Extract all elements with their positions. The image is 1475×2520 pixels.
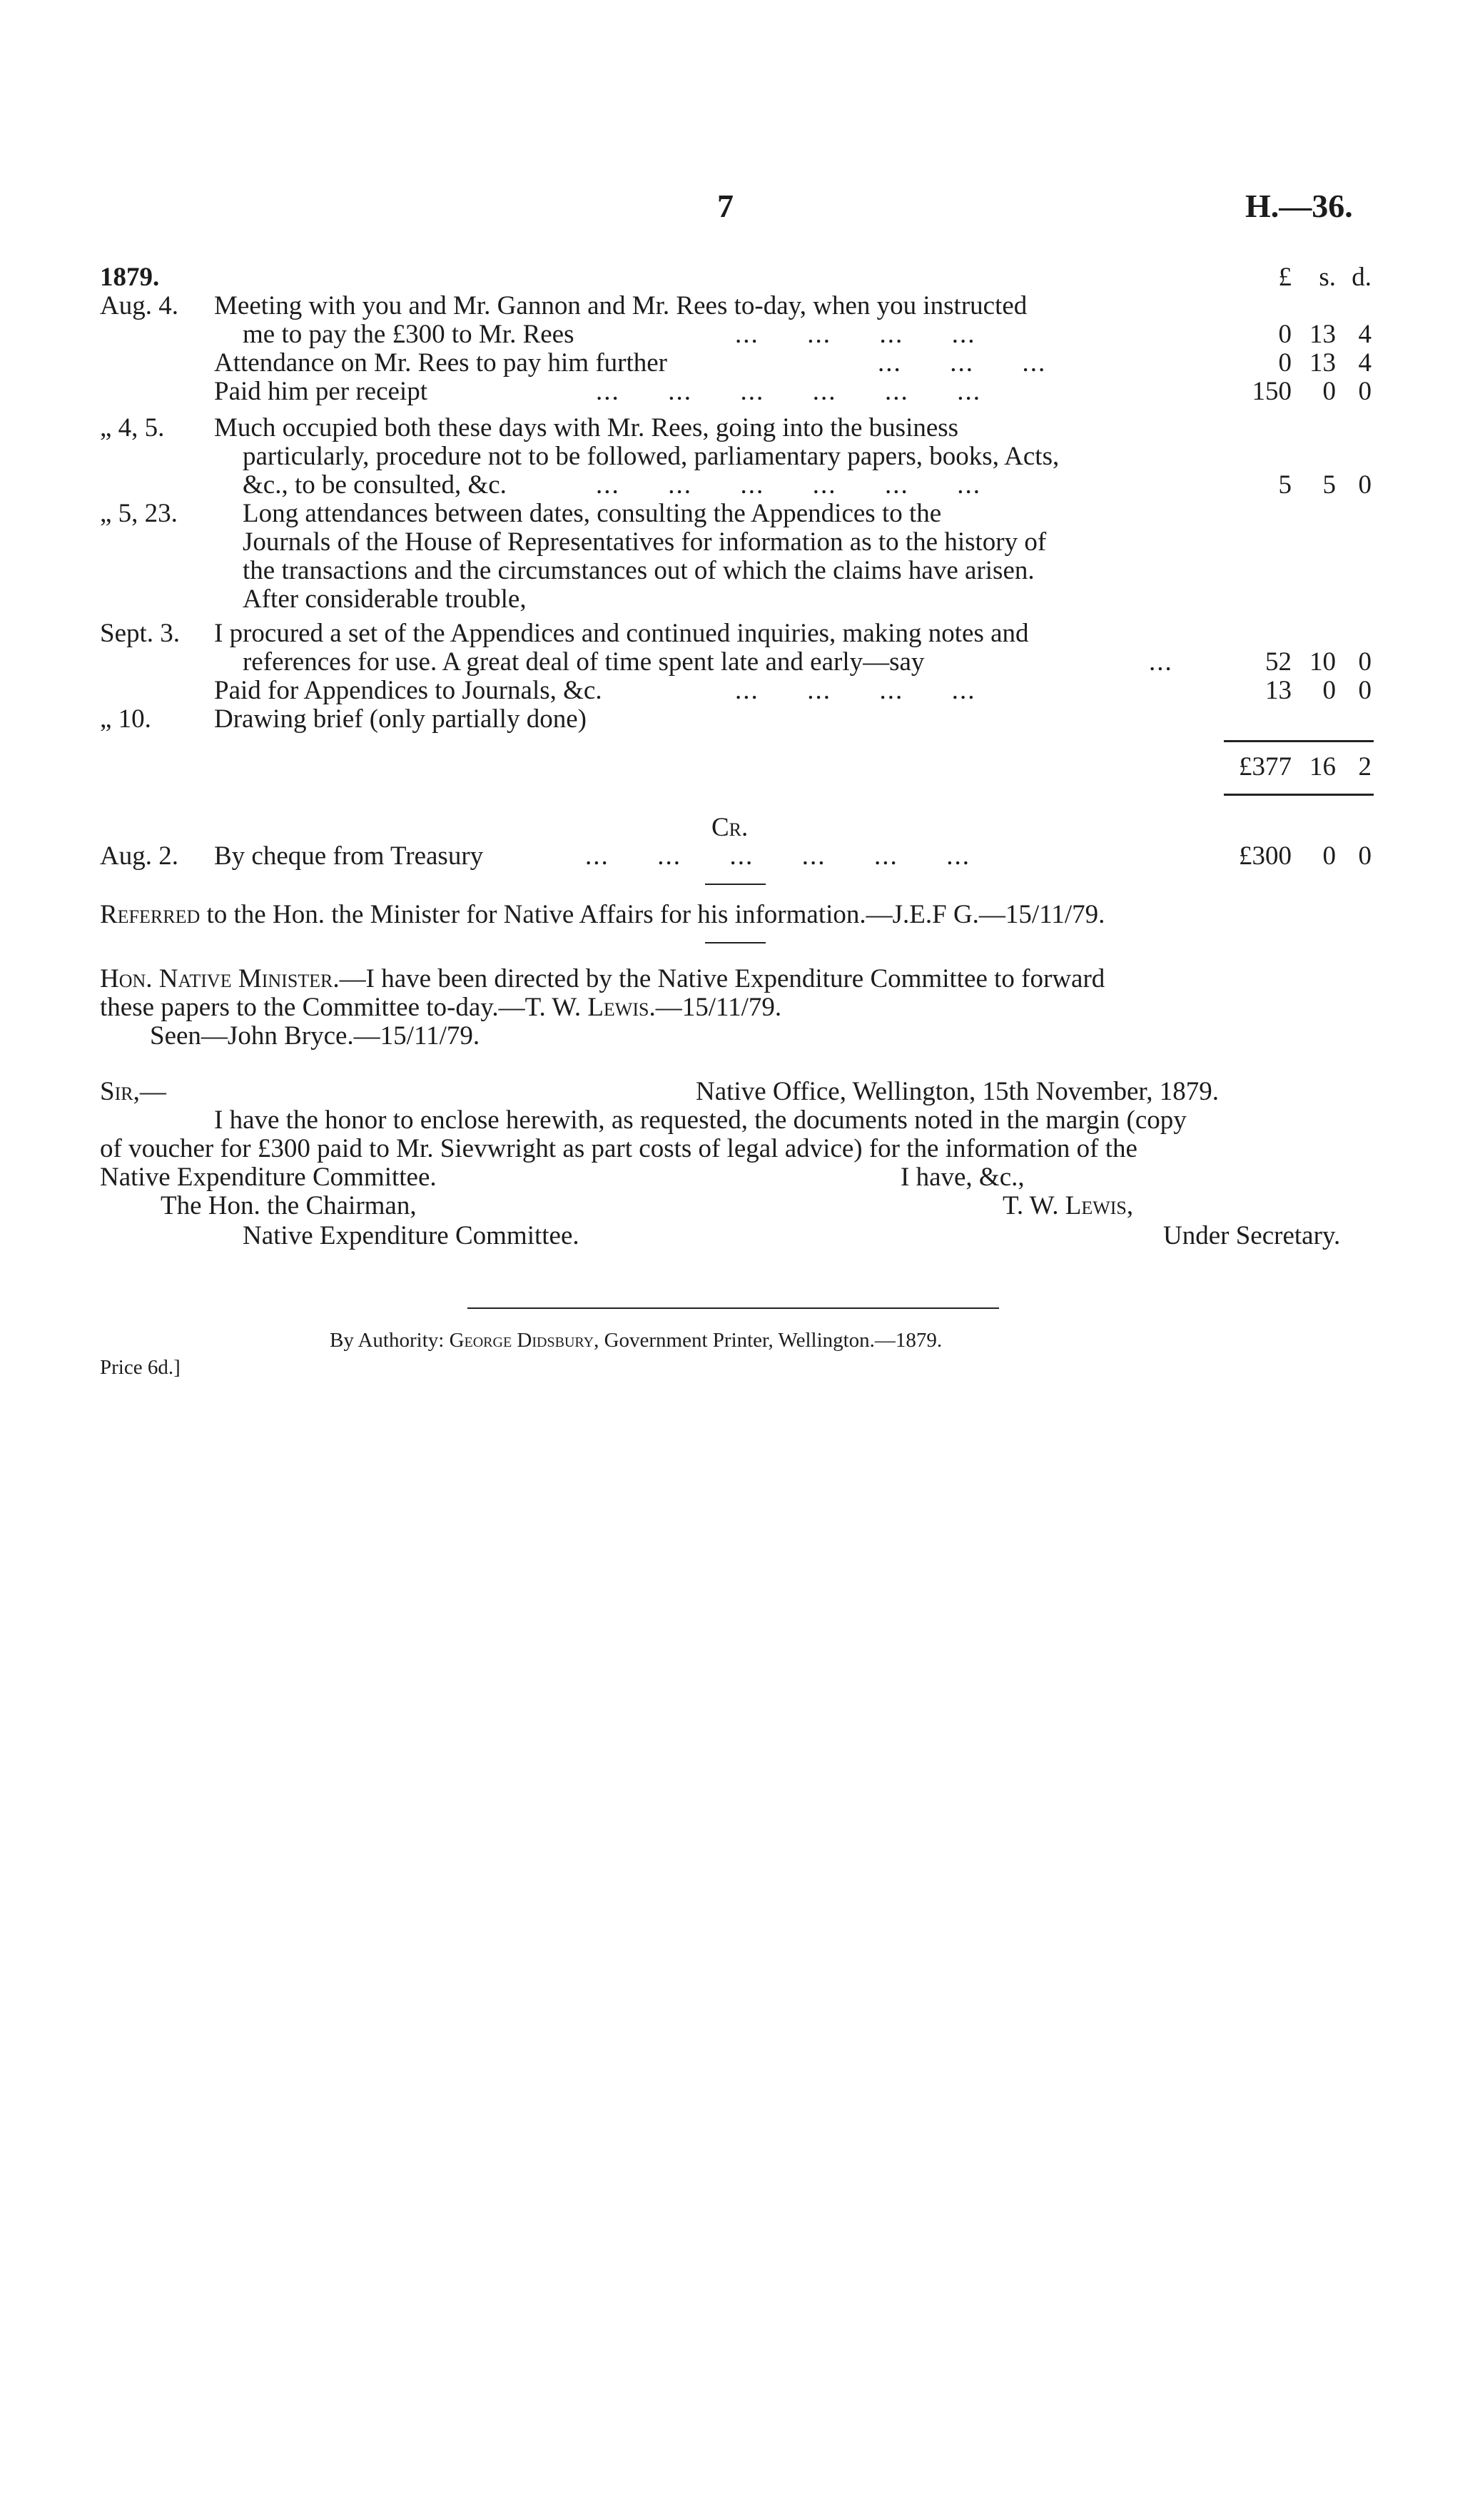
entry-line: Long attendances between dates, consulting the Appendices to the xyxy=(243,499,942,528)
leader-dots: ... ... ... ... ... ... xyxy=(596,470,981,500)
minute-line: Hon. Native Minister.—I have been directed by the Native Expenditure Committee to forward xyxy=(100,964,1105,993)
pence-header: d. xyxy=(1352,263,1372,292)
letter-signatory-title: Under Secretary. xyxy=(1163,1221,1341,1250)
credit-heading: Cr. xyxy=(711,813,749,842)
seen-note: Seen—John Bryce.—15/11/79. xyxy=(150,1021,480,1051)
credit-amount: £300 0 0 xyxy=(1239,841,1372,871)
entry-amount: 0 13 4 xyxy=(1278,348,1372,378)
referred-note: Referred to the Hon. the Minister for Native Affairs for his information.—J.E.F G.—15/11/79. xyxy=(100,900,1105,929)
total-rule-bottom xyxy=(1224,794,1374,796)
entry-line: particularly, procedure not to be followed, parliamentary papers, books, Acts, xyxy=(243,442,1060,471)
letter-addressee: Native Expenditure Committee. xyxy=(243,1221,579,1250)
entry-amount: 13 0 0 xyxy=(1265,676,1372,705)
section-divider xyxy=(705,942,766,943)
pounds-header: £ xyxy=(1278,263,1292,292)
leader-dots: ... ... ... xyxy=(878,348,1047,378)
entry-line: Paid for Appendices to Journals, &c. xyxy=(214,676,602,705)
leader-dots: ... xyxy=(1149,647,1173,677)
letter-salutation: Sir,— xyxy=(100,1077,166,1106)
paper-id: H.—36. xyxy=(1245,188,1353,224)
account-total: £377 16 2 xyxy=(1239,752,1372,781)
entry-amount: 150 0 0 xyxy=(1252,377,1372,406)
credit-text: By cheque from Treasury xyxy=(214,841,484,871)
section-divider xyxy=(705,884,766,885)
entry-amount: 0 13 4 xyxy=(1278,320,1372,349)
leader-dots: ... ... ... ... ... ... xyxy=(585,841,970,871)
entry-line: the transactions and the circumstances out of which the claims have arisen. xyxy=(243,556,1035,585)
entry-line: I procured a set of the Appendices and continued inquiries, making notes and xyxy=(214,619,1029,648)
letter-closing: I have, &c., xyxy=(901,1163,1025,1192)
letter-address: Native Office, Wellington, 15th November, 1879. xyxy=(696,1077,1219,1106)
letter-body-line: of voucher for £300 paid to Mr. Sievwright as part costs of legal advice) for the information of the xyxy=(100,1134,1137,1163)
shillings-header: s. xyxy=(1319,263,1336,292)
entry-date: „ 10. xyxy=(100,704,151,734)
credit-date: Aug. 2. xyxy=(100,841,178,871)
entry-line: After considerable trouble, xyxy=(243,585,527,614)
entry-date: Aug. 4. xyxy=(100,291,178,320)
entry-amount: 5 5 0 xyxy=(1278,470,1372,500)
printer-imprint: By Authority: George Didsbury, Government Printer, Wellington.—1879. xyxy=(330,1329,943,1352)
letter-signatory: T. W. Lewis, xyxy=(1003,1191,1134,1220)
entry-line: &c., to be consulted, &c. xyxy=(243,470,507,500)
footer-rule xyxy=(467,1307,999,1309)
entry-date: „ 4, 5. xyxy=(100,413,165,442)
entry-line: Journals of the House of Representatives for information as to the history of xyxy=(243,527,1047,557)
entry-line: Much occupied both these days with Mr. Rees, going into the business xyxy=(214,413,959,442)
account-year: 1879. xyxy=(100,263,160,292)
currency-headers xyxy=(1213,263,1372,292)
minute-line: these papers to the Committee to-day.—T. W. Lewis.—15/11/79. xyxy=(100,993,782,1022)
entry-line: Paid him per receipt xyxy=(214,377,427,406)
leader-dots: ... ... ... ... ... ... xyxy=(596,377,981,406)
leader-dots: ... ... ... ... xyxy=(735,320,976,349)
entry-amount: 52 10 0 xyxy=(1265,647,1372,677)
entry-date: Sept. 3. xyxy=(100,619,181,648)
leader-dots: ... ... ... ... xyxy=(735,676,976,705)
letter-body-line: Native Expenditure Committee. xyxy=(100,1163,437,1192)
entry-line: me to pay the £300 to Mr. Rees xyxy=(243,320,574,349)
entry-line: Drawing brief (only partially done) xyxy=(214,704,587,734)
price-note: Price 6d.] xyxy=(100,1356,181,1379)
entry-line: Meeting with you and Mr. Gannon and Mr. Rees to-day, when you instructed xyxy=(214,291,1028,320)
entry-date: „ 5, 23. xyxy=(100,499,178,528)
entry-line: Attendance on Mr. Rees to pay him further xyxy=(214,348,667,378)
entry-line: references for use. A great deal of time spent late and early—say xyxy=(243,647,925,677)
letter-addressee: The Hon. the Chairman, xyxy=(161,1191,417,1220)
total-rule-top xyxy=(1224,740,1374,742)
letter-body-line: I have the honor to enclose herewith, as requested, the documents noted in the margin (copy xyxy=(214,1105,1187,1135)
page-number: 7 xyxy=(717,188,734,224)
